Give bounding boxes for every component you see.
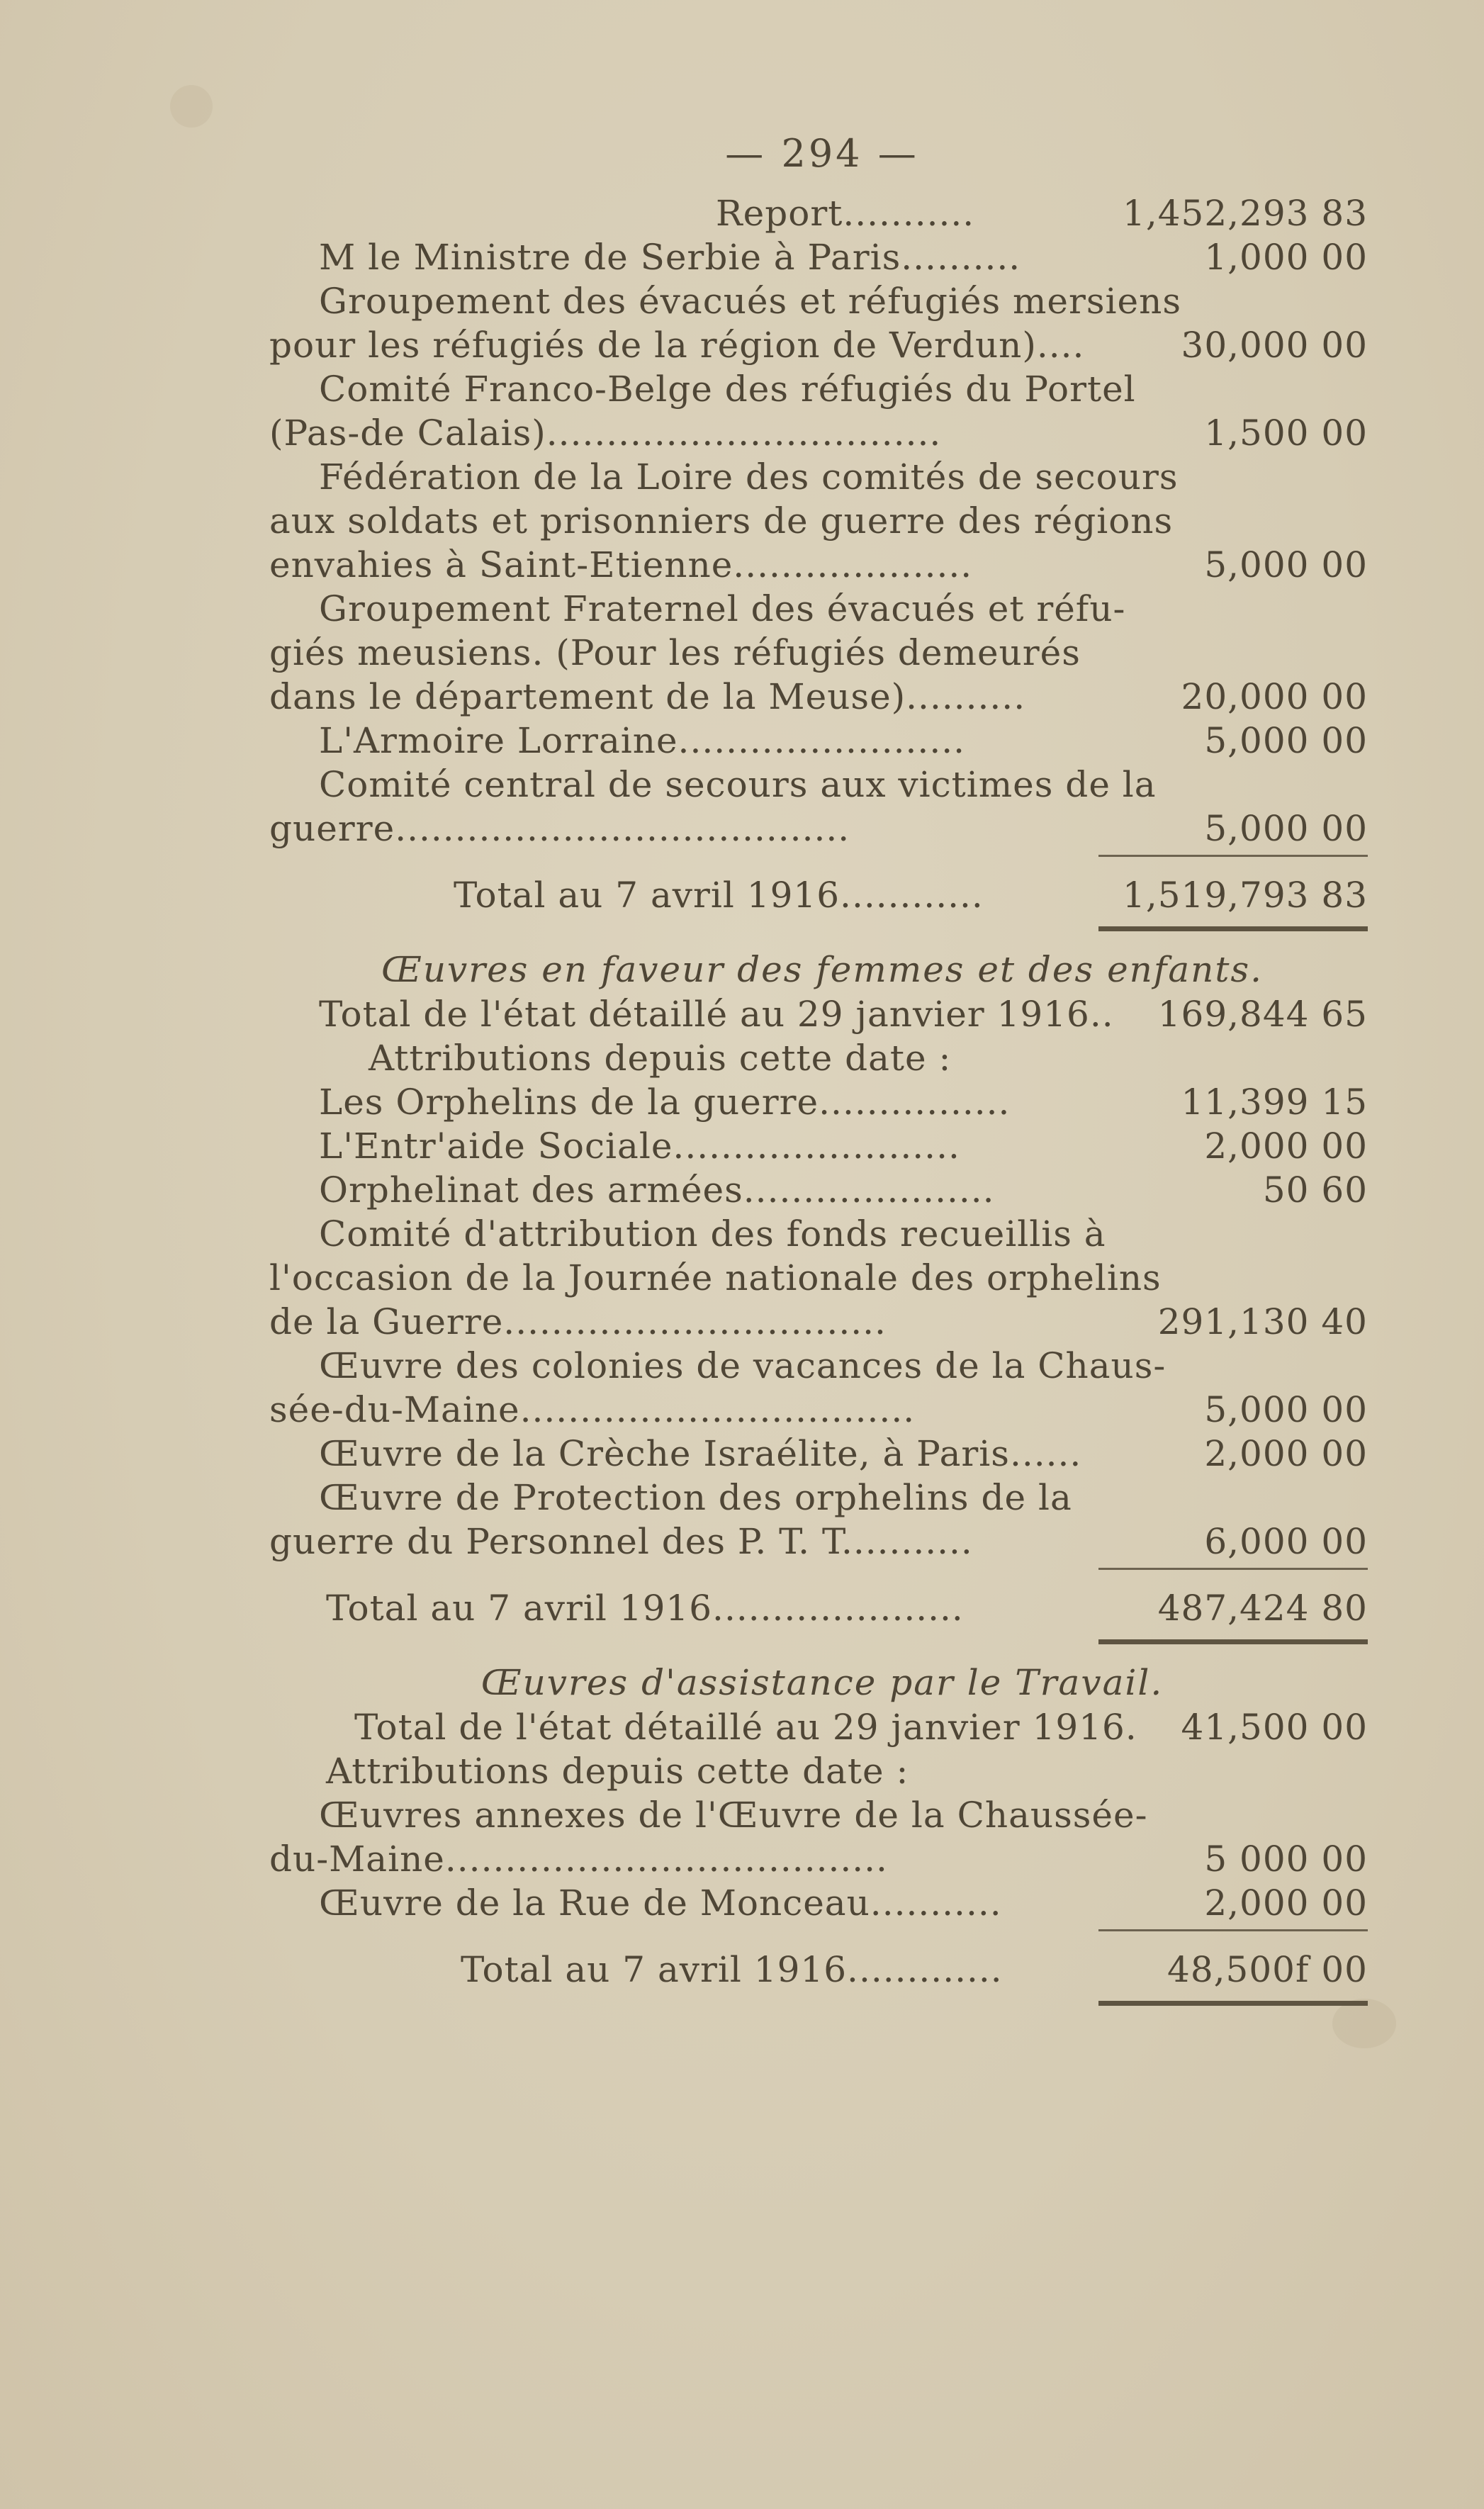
entry-line [269,1212,1375,1256]
entry-amount: 5 000 00 [1204,1839,1368,1880]
section3-total-row [269,1943,1375,1997]
entry-text: l'occasion de la Journée nationale des orphelins [269,1257,1162,1298]
entry-line [269,631,1375,675]
entry-text: Œuvre de Protection des orphelins de la [319,1477,1072,1518]
section2-state-label: Total de l'état détaillé au 29 janvier 1916.. [319,994,1114,1035]
entry-text: Œuvres annexes de l'Œuvre de la Chaussée- [319,1795,1148,1836]
section2-total-row [269,1581,1375,1635]
entry-text: de la Guerre................................ [269,1301,887,1342]
entry-amount: 30,000 00 [1181,325,1368,366]
entry-amount: 5,000 00 [1204,808,1368,849]
section2-total-label: Total au 7 avril 1916..................... [326,1588,964,1629]
entry-line [269,1520,1375,1564]
entry-text: Comité Franco-Belge des réfugiés du Portel [319,369,1136,410]
entry-text: Fédération de la Loire des comités de secours [319,456,1179,498]
entry-text: sée-du-Maine................................. [269,1389,916,1430]
document-body [269,131,1375,2013]
entry-text: du-Maine..................................... [269,1839,888,1880]
entry-text: Groupement des évacués et réfugiés mersiens [319,281,1181,322]
entry-text: envahies à Saint-Etienne.................... [269,544,973,585]
entry-text: giés meusiens. (Pour les réfugiés demeurés [269,632,1081,673]
entry-line [269,719,1375,763]
entry-line [269,1168,1375,1212]
entry-text: M le Ministre de Serbie à Paris.......... [319,237,1021,278]
paper-stain [170,85,213,128]
entry-text: Les Orphelins de la guerre................ [319,1082,1011,1123]
report-row [269,191,1375,235]
entry-line [269,279,1375,323]
entry-line [269,763,1375,807]
section1-total-amount: 1,519,793 83 [1123,875,1368,916]
entry-amount: 2,000 00 [1204,1126,1368,1167]
entry-line [269,455,1375,499]
entry-text: Groupement Fraternel des évacués et réfu- [319,588,1126,629]
entry-line [269,807,1375,851]
section1-total-label: Total au 7 avril 1916............ [454,875,984,916]
section2-attrib-row [269,1036,1375,1080]
report-amount: 1,452,293 83 [1123,193,1368,234]
entry-amount: 1,000 00 [1204,237,1368,278]
total-underline [1098,1639,1368,1644]
entry-line [269,1080,1375,1124]
entry-text: Comité d'attribution des fonds recueillis à [319,1213,1106,1254]
entry-amount: 6,000 00 [1204,1521,1368,1562]
entry-text: Œuvre des colonies de vacances de la Chaus- [319,1345,1167,1386]
section3-attrib-row [269,1749,1375,1793]
entry-line [269,367,1375,411]
entry-line [269,1256,1375,1300]
entry-line [269,1124,1375,1168]
entry-line [269,499,1375,543]
section2-state-row [269,992,1375,1036]
entry-amount: 1,500 00 [1204,412,1368,454]
page-number: — 294 — [725,131,919,176]
section2-items [269,1080,1375,1564]
entry-line [269,235,1375,279]
section3-state-row [269,1705,1375,1749]
total-underline [1098,2001,1368,2006]
entry-text: guerre...................................... [269,808,850,849]
report-label: Report........... [716,193,975,234]
entry-text: L'Entr'aide Sociale........................ [319,1126,960,1167]
entry-line [269,411,1375,455]
entry-text: Comité central de secours aux victimes de la [319,764,1157,805]
section3-total-amount: 48,500f 00 [1167,1949,1368,1990]
entry-text: dans le département de la Meuse).......... [269,676,1026,717]
entry-text: Œuvre de la Crèche Israélite, à Paris...... [319,1433,1082,1474]
entry-line [269,1881,1375,1925]
entry-amount: 11,399 15 [1181,1082,1368,1123]
section2-heading: Œuvres en faveur des femmes et des enfants. [381,949,1264,990]
section2-state-amount: 169,844 65 [1157,994,1368,1035]
entry-line [269,1432,1375,1476]
section2-total-amount: 487,424 80 [1157,1588,1368,1629]
section2-attrib-label: Attributions depuis cette date : [369,1038,952,1079]
entry-text: Œuvre de la Rue de Monceau........... [319,1882,1002,1924]
section3-state-amount: 41,500 00 [1181,1707,1368,1748]
entry-line [269,543,1375,587]
entry-line [269,323,1375,367]
entry-amount: 20,000 00 [1181,676,1368,717]
entry-text: L'Armoire Lorraine........................ [319,720,965,761]
entry-text: pour les réfugiés de la région de Verdun).... [269,325,1085,366]
section1-total-row [269,868,1375,922]
entry-line [269,1837,1375,1881]
entry-text: Orphelinat des armées..................... [319,1169,995,1211]
entry-line [269,587,1375,631]
entry-line [269,675,1375,719]
entry-amount: 5,000 00 [1204,720,1368,761]
entry-text: guerre du Personnel des P. T. T........... [269,1521,973,1562]
section3-state-label: Total de l'état détaillé au 29 janvier 1916. [354,1707,1137,1748]
entry-text: (Pas-de Calais)................................. [269,412,942,454]
entry-line [269,1388,1375,1432]
sum-rule [1098,1568,1368,1570]
entry-line [269,1344,1375,1388]
section3-heading: Œuvres d'assistance par le Travail. [480,1662,1164,1703]
entry-amount: 5,000 00 [1204,544,1368,585]
section3-total-label: Total au 7 avril 1916............. [461,1949,1003,1990]
entry-text: aux soldats et prisonniers de guerre des régions [269,500,1174,541]
entry-amount: 50 60 [1262,1169,1368,1211]
entry-line [269,1793,1375,1837]
entry-amount: 291,130 40 [1157,1301,1368,1342]
entry-amount: 5,000 00 [1204,1389,1368,1430]
entry-amount: 2,000 00 [1204,1882,1368,1924]
total-underline [1098,926,1368,931]
section1-items [269,235,1375,851]
sum-rule [1098,1929,1368,1931]
section3-attrib-label: Attributions depuis cette date : [326,1751,909,1792]
entry-amount: 2,000 00 [1204,1433,1368,1474]
entry-line [269,1300,1375,1344]
entry-line [269,1476,1375,1520]
section3-items [269,1793,1375,1925]
sum-rule [1098,855,1368,857]
